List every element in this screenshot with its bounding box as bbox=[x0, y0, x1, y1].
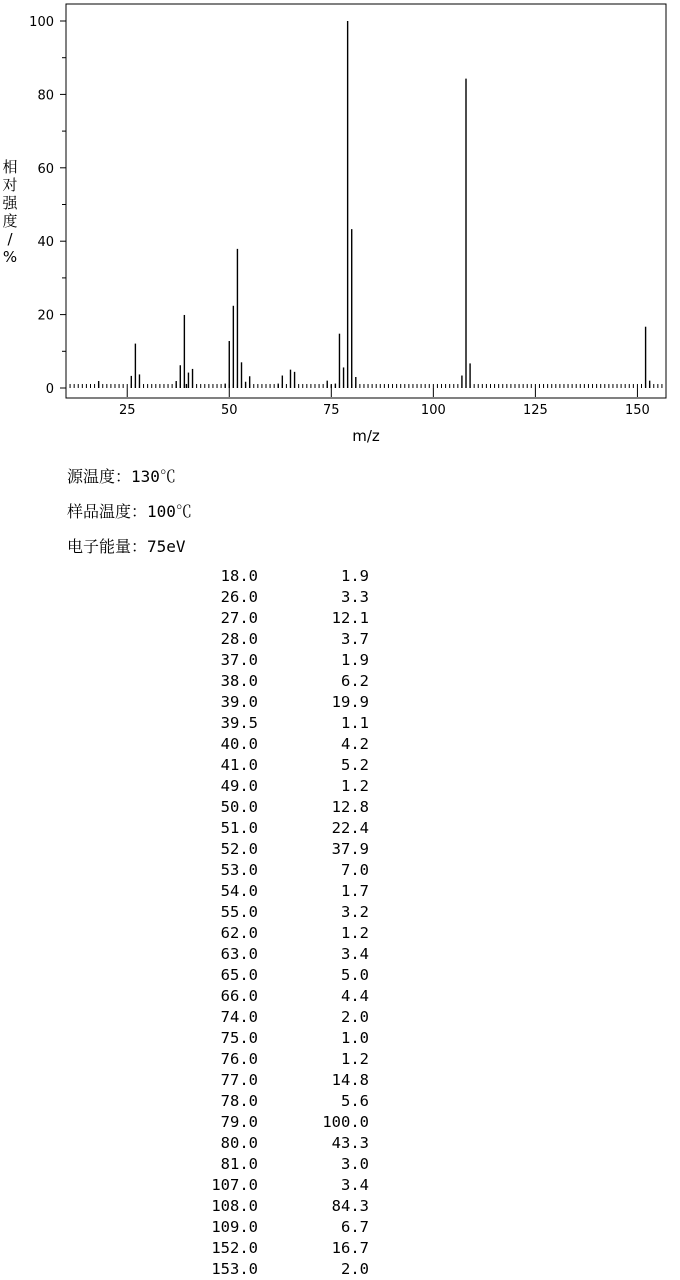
peak-intensity: 1.7 bbox=[341, 882, 369, 900]
peak-table-row bbox=[200, 671, 380, 692]
peak-intensity: 12.8 bbox=[331, 798, 369, 816]
peak-intensity: 2.0 bbox=[341, 1008, 369, 1026]
peak-table-row bbox=[200, 713, 380, 734]
minor-ticks bbox=[66, 384, 666, 388]
y-axis-label-char: % bbox=[2, 248, 18, 266]
peak-mz: 38.0 bbox=[220, 672, 258, 690]
peak-table-row bbox=[200, 923, 380, 944]
peak-mz: 152.0 bbox=[211, 1239, 258, 1257]
peak-table bbox=[200, 566, 380, 1280]
x-tick-label: 75 bbox=[323, 403, 340, 418]
peak-table-row bbox=[200, 1133, 380, 1154]
peak-table-row bbox=[200, 1091, 380, 1112]
peak-table-row bbox=[200, 839, 380, 860]
peak-mz: 77.0 bbox=[220, 1071, 258, 1089]
peak-table-row bbox=[200, 566, 380, 587]
peak-table-row bbox=[200, 734, 380, 755]
peak-table-row bbox=[200, 1028, 380, 1049]
peak-intensity: 5.0 bbox=[341, 966, 369, 984]
peak-intensity: 14.8 bbox=[331, 1071, 369, 1089]
peak-intensity: 3.4 bbox=[341, 945, 369, 963]
peak-bars bbox=[99, 21, 650, 388]
peak-table-row bbox=[200, 587, 380, 608]
peak-table-row bbox=[200, 776, 380, 797]
peak-mz: 78.0 bbox=[220, 1092, 258, 1110]
peak-intensity: 1.1 bbox=[341, 714, 369, 732]
peak-intensity: 1.9 bbox=[341, 651, 369, 669]
peak-table-row bbox=[200, 986, 380, 1007]
peak-table-row bbox=[200, 1259, 380, 1280]
peak-intensity: 16.7 bbox=[331, 1239, 369, 1257]
y-axis-label-char: 强 bbox=[2, 194, 18, 212]
peak-mz: 79.0 bbox=[220, 1113, 258, 1131]
peak-mz: 63.0 bbox=[220, 945, 258, 963]
peak-table-row bbox=[200, 1007, 380, 1028]
x-tick-label: 125 bbox=[522, 403, 548, 418]
peak-table-row bbox=[200, 608, 380, 629]
peak-table-row bbox=[200, 629, 380, 650]
peak-intensity: 19.9 bbox=[331, 693, 369, 711]
peak-mz: 40.0 bbox=[220, 735, 258, 753]
x-axis-label: m/z bbox=[352, 427, 380, 445]
x-tick-label: 50 bbox=[220, 403, 238, 418]
peak-intensity: 2.0 bbox=[341, 1260, 369, 1278]
peak-intensity: 37.9 bbox=[331, 840, 369, 858]
y-axis-ticks bbox=[29, 15, 66, 397]
peak-mz: 74.0 bbox=[220, 1008, 258, 1026]
peak-table-row bbox=[200, 1238, 380, 1259]
peak-mz: 81.0 bbox=[220, 1155, 258, 1173]
peak-intensity: 4.4 bbox=[341, 987, 369, 1005]
x-tick-label: 100 bbox=[420, 403, 446, 418]
peak-mz: 27.0 bbox=[220, 609, 258, 627]
peak-intensity: 1.2 bbox=[341, 1050, 369, 1068]
peak-table-row bbox=[200, 1070, 380, 1091]
peak-intensity: 1.9 bbox=[341, 567, 369, 585]
peak-intensity: 4.2 bbox=[341, 735, 369, 753]
peak-intensity: 12.1 bbox=[331, 609, 369, 627]
y-tick-label: 20 bbox=[37, 308, 54, 324]
source-temperature: 源温度：130℃ bbox=[67, 467, 176, 486]
peak-table-row bbox=[200, 902, 380, 923]
peak-mz: 108.0 bbox=[211, 1197, 258, 1215]
peak-table-row bbox=[200, 1175, 380, 1196]
electron-energy: 电子能量：75eV bbox=[67, 537, 186, 556]
peak-mz: 51.0 bbox=[220, 819, 258, 837]
peak-mz: 75.0 bbox=[220, 1029, 258, 1047]
y-tick-label: 80 bbox=[37, 88, 54, 104]
peak-table-row bbox=[200, 818, 380, 839]
peak-mz: 52.0 bbox=[220, 840, 258, 858]
y-axis-label bbox=[1, 158, 19, 266]
x-axis-ticks bbox=[119, 388, 650, 418]
peak-mz: 62.0 bbox=[220, 924, 258, 942]
peak-mz: 26.0 bbox=[220, 588, 258, 606]
y-axis-label-char: 度 bbox=[2, 212, 18, 230]
peak-table-row bbox=[200, 692, 380, 713]
peak-table-row bbox=[200, 650, 380, 671]
peak-table-row bbox=[200, 965, 380, 986]
peak-mz: 28.0 bbox=[220, 630, 258, 648]
peak-intensity: 3.7 bbox=[341, 630, 369, 648]
peak-intensity: 100.0 bbox=[322, 1113, 369, 1131]
peak-table-row bbox=[200, 1049, 380, 1070]
peak-intensity: 7.0 bbox=[341, 861, 369, 879]
y-axis-label-char: / bbox=[7, 230, 13, 248]
peak-intensity: 3.3 bbox=[341, 588, 369, 606]
peak-mz: 39.0 bbox=[220, 693, 258, 711]
peak-table-row bbox=[200, 860, 380, 881]
peak-table-row bbox=[200, 881, 380, 902]
x-tick-label: 25 bbox=[118, 403, 136, 418]
peak-intensity: 6.2 bbox=[341, 672, 369, 690]
peak-mz: 153.0 bbox=[211, 1260, 258, 1278]
peak-mz: 80.0 bbox=[220, 1134, 258, 1152]
peak-mz: 54.0 bbox=[220, 882, 258, 900]
y-tick-label: 0 bbox=[45, 382, 54, 397]
peak-intensity: 84.3 bbox=[331, 1197, 369, 1215]
peak-mz: 66.0 bbox=[220, 987, 258, 1005]
x-tick-label: 150 bbox=[625, 403, 650, 418]
peak-mz: 41.0 bbox=[220, 756, 258, 774]
peak-mz: 76.0 bbox=[220, 1050, 258, 1068]
y-tick-label: 40 bbox=[37, 235, 54, 251]
y-axis-label-char: 对 bbox=[2, 176, 18, 194]
peak-mz: 65.0 bbox=[220, 966, 258, 984]
y-tick-label: 60 bbox=[37, 161, 54, 177]
peak-intensity: 43.3 bbox=[331, 1134, 369, 1152]
peak-table-row bbox=[200, 1154, 380, 1175]
peak-mz: 37.0 bbox=[220, 651, 258, 669]
peak-mz: 50.0 bbox=[220, 798, 258, 816]
peak-intensity: 3.0 bbox=[341, 1155, 369, 1173]
peak-mz: 107.0 bbox=[211, 1176, 258, 1194]
peak-intensity: 1.2 bbox=[341, 777, 369, 795]
peak-mz: 53.0 bbox=[220, 861, 258, 879]
peak-mz: 18.0 bbox=[220, 567, 258, 585]
peak-intensity: 6.7 bbox=[341, 1218, 369, 1236]
peak-intensity: 1.2 bbox=[341, 924, 369, 942]
y-tick-label: 100 bbox=[29, 15, 54, 30]
peak-mz: 39.5 bbox=[220, 714, 258, 732]
peak-mz: 49.0 bbox=[220, 777, 258, 795]
peak-table-row bbox=[200, 1112, 380, 1133]
peak-mz: 109.0 bbox=[211, 1218, 258, 1236]
peak-intensity: 3.4 bbox=[341, 1176, 369, 1194]
plot-frame bbox=[66, 4, 666, 398]
y-axis-label-char: 相 bbox=[2, 158, 18, 176]
peak-table-row bbox=[200, 755, 380, 776]
sample-temperature: 样品温度：100℃ bbox=[67, 502, 192, 521]
peak-intensity: 1.0 bbox=[341, 1029, 369, 1047]
peak-intensity: 22.4 bbox=[331, 819, 369, 837]
mass-spectrum-chart bbox=[0, 0, 680, 450]
peak-intensity: 3.2 bbox=[341, 903, 369, 921]
peak-table-row bbox=[200, 797, 380, 818]
peak-intensity: 5.2 bbox=[341, 756, 369, 774]
peak-table-row bbox=[200, 1217, 380, 1238]
peak-mz: 55.0 bbox=[220, 903, 258, 921]
peak-table-row bbox=[200, 944, 380, 965]
peak-table-row bbox=[200, 1196, 380, 1217]
peak-intensity: 5.6 bbox=[341, 1092, 369, 1110]
